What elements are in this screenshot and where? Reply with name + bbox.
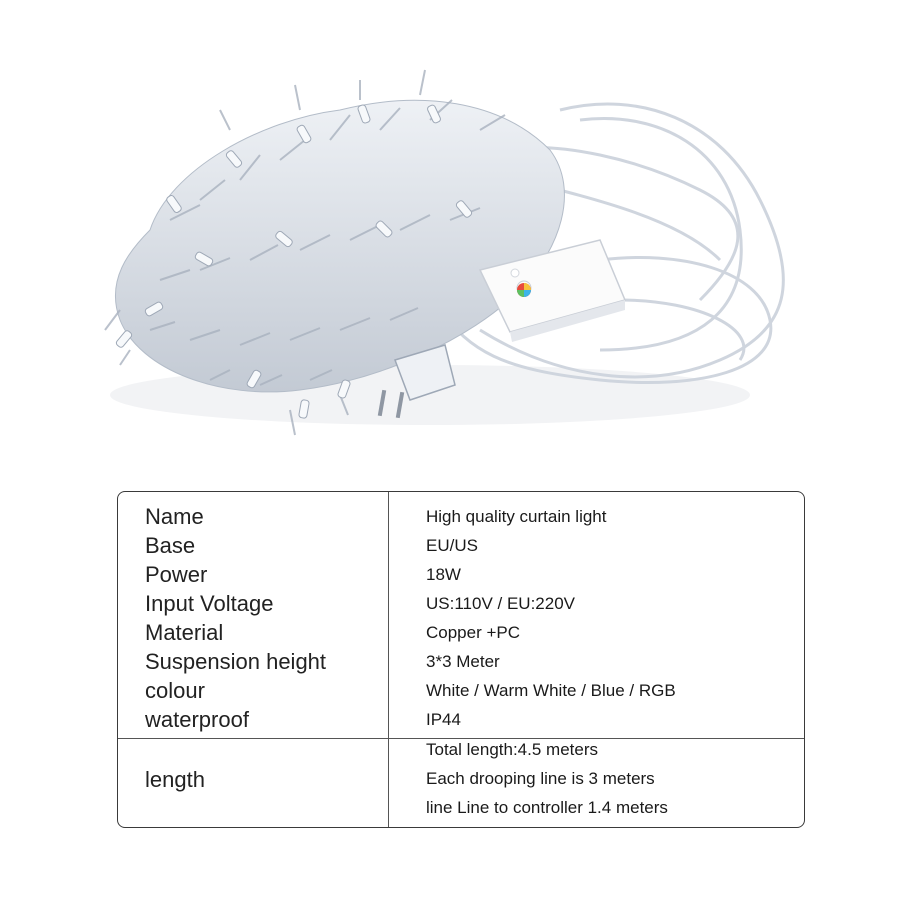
- spec-row-waterproof: [118, 705, 804, 734]
- spec-row-base: [118, 531, 804, 560]
- spec-label: Material: [145, 620, 224, 645]
- light-bundle: [115, 100, 564, 392]
- spec-value: White / Warm White / Blue / RGB: [426, 681, 676, 700]
- length-line-controller: line Line to controller 1.4 meters: [426, 798, 668, 817]
- spec-row-material: [118, 618, 804, 647]
- spec-label: Name: [145, 504, 204, 529]
- spec-row-suspension-height: [118, 647, 804, 676]
- length-line-total: Total length:4.5 meters: [426, 740, 598, 759]
- spec-value: EU/US: [426, 536, 478, 555]
- spec-row-input-voltage: [118, 589, 804, 618]
- spec-value: 3*3 Meter: [426, 652, 500, 671]
- spec-table: [117, 491, 805, 828]
- spec-row-colour: [118, 676, 804, 705]
- spec-label: colour: [145, 678, 205, 703]
- spec-label: Power: [145, 562, 208, 587]
- rgb-button-icon: [517, 283, 531, 297]
- spec-label: Base: [145, 533, 196, 558]
- spec-value: High quality curtain light: [426, 507, 607, 526]
- spec-value: Copper +PC: [426, 623, 521, 642]
- length-line-drooping: Each drooping line is 3 meters: [426, 769, 655, 788]
- spec-label: Input Voltage: [145, 591, 274, 616]
- spec-label: waterproof: [145, 707, 249, 732]
- spec-label: Suspension height: [145, 649, 327, 674]
- spec-row-power: [118, 560, 804, 589]
- spec-value: 18W: [426, 565, 461, 584]
- spec-label-length: length: [145, 767, 205, 792]
- spec-row-name: [118, 502, 804, 531]
- spec-value: US:110V / EU:220V: [426, 594, 575, 613]
- spec-value: IP44: [426, 710, 461, 729]
